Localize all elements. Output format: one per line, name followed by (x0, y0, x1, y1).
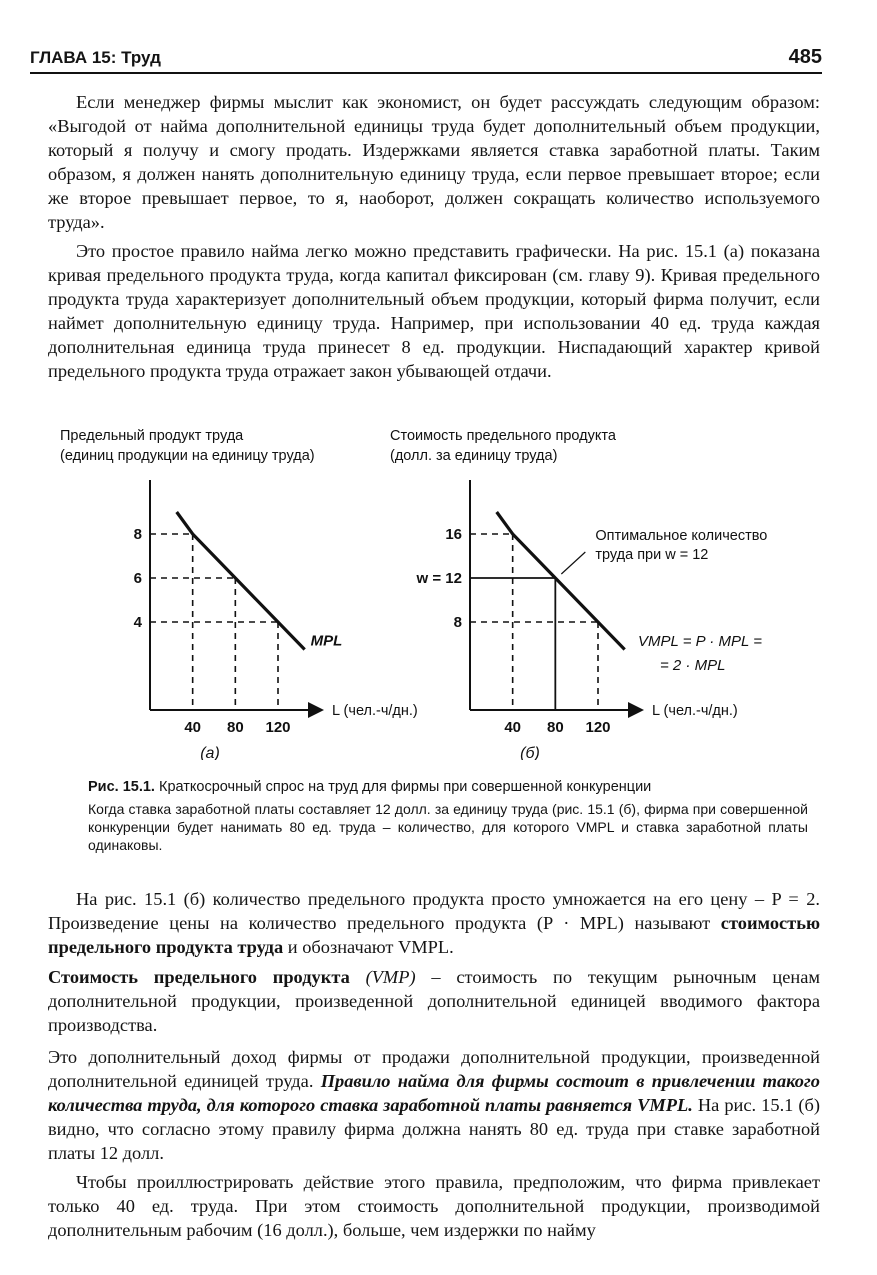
panel-2-x-tick-40: 40 (504, 719, 522, 736)
definition-text: – стоимость по текущим рыночным ценам дополнительной продукции, произведенной дополнительной единицей вводимого фактора производства. (48, 967, 821, 1035)
figure-svg (30, 420, 830, 760)
page-number: 485 (788, 46, 822, 68)
paragraph-3-part-a: На рис. 15.1 (б) количество предельного продукта просто умножается на его цену – P = 2. Произведение цены на количество предельного продукта (P · MPL) называют (48, 889, 820, 933)
panel-1-y-tick-8: 8 (133, 526, 142, 543)
panel-1-x-tick-40: 40 (184, 719, 202, 736)
panel-2-annotation-4: = 2 · MPL (660, 657, 726, 674)
paragraph-1: Если менеджер фирмы мыслит как экономист, он будет рассуждать следующим образом: «Выгодой от найма дополнительной единицы труда будет дополнительный объем продукции, который я получу и смогу продать. Издержками является ставка заработной платы. Таким образом, я должен нанять дополнительную единицу труда, если первое превышает второе; если же второе превышает первое, то я, наоборот, должен сокращать количество используемого труда». (48, 92, 820, 232)
caption-title: Краткосрочный спрос на труд для фирмы при совершенной конкуренции (159, 779, 652, 795)
panel-2-x-tick-80: 80 (546, 719, 564, 736)
panel-2-optimum-leader (561, 552, 585, 574)
panel-2-y-tick-12: w = 12 (416, 570, 462, 587)
panel-1-x-tick-120: 120 (265, 719, 291, 736)
panel-1-y-axis-label-1: Предельный продукт труда (60, 428, 244, 444)
panel-2-y-tick-16: 16 (445, 526, 462, 543)
text-block-bottom (48, 887, 820, 1247)
panel-1-x-axis-label: L (чел.-ч/дн.) (332, 703, 418, 719)
definition-abbr: (VMP) (349, 967, 416, 987)
paragraph-3-part-b: и обозначают VMPL. (283, 937, 454, 957)
panel-2-x-tick-120: 120 (585, 719, 611, 736)
panel-1-y-tick-6: 6 (133, 570, 142, 587)
panel-2-annotation-3: VMPL = P · MPL = (638, 633, 762, 650)
panel-1-panel-label: (а) (200, 745, 220, 760)
hiring-rule: Правило найма для фирмы состоит в привлечении такого количества труда, для которого ставка заработной платы равняется VMPL. (48, 1071, 820, 1115)
running-header (30, 46, 822, 74)
panel-1-series-line (177, 512, 305, 650)
panel-1-x-tick-80: 80 (226, 719, 244, 736)
panel-2-y-axis-label-2: (долл. за единицу труда) (390, 448, 558, 464)
definition-term: Стоимость предельного продукта (48, 967, 350, 987)
paragraph-5: Чтобы проиллюстрировать действие этого правила, предположим, что фирма привлекает только 40 ед. труда. При этом стоимость дополнительной продукции, производимой дополнительным рабочим (16 долл.), больше, чем издержки по найму (48, 1172, 820, 1240)
caption-text: Когда ставка заработной платы составляет 12 долл. за единицу труда (рис. 15.1 (б), фирма при совершенной конкуренции будет нанимать 80 ед. труда – количество, для которого VMPL и ставка заработной платы одинаковы. (88, 801, 808, 853)
paragraph-2: Это простое правило найма легко можно представить графически. На рис. 15.1 (а) показана кривая предельного продукта труда, когда капитал фиксирован (см. главу 9). Кривая предельного продукта труда характеризует дополнительный объем продукции, который фирма получит, если наймет дополнительную единицу труда. Например, при использовании 40 ед. труда каждая дополнительная единица труда принесет 8 ед. продукции. Ниспадающий характер кривой предельного продукта труда отражает закон убывающей отдачи. (48, 241, 820, 381)
paragraph-4-part-a: Это дополнительный доход фирмы от продажи дополнительной продукции, произведенной дополнительной единицей труда. (48, 1047, 820, 1091)
chapter-title: ГЛАВА 15: Труд (30, 48, 161, 67)
caption-label: Рис. 15.1. (88, 779, 155, 795)
panel-2-y-tick-8: 8 (453, 614, 462, 631)
panel-2-annotation-1: Оптимальное количество (595, 528, 768, 544)
paragraph-4-part-b: На рис. 15.1 (б) видно, что согласно этому правилу фирма должна нанять 80 ед. труда при ставке заработной платы 12 долл. (48, 1095, 820, 1163)
text-block-top (48, 90, 820, 388)
panel-1-y-tick-4: 4 (133, 614, 142, 631)
panel-1-series-label: MPL (310, 632, 343, 650)
term-vmpl: стоимостью предельного продукта труда (48, 913, 820, 957)
panel-2-x-axis-label: L (чел.-ч/дн.) (652, 703, 738, 719)
panel-2-panel-label: (б) (520, 745, 540, 760)
paragraph-3 (48, 887, 820, 959)
panel-2-annotation-2: труда при w = 12 (595, 547, 709, 563)
definition-block (48, 965, 820, 1037)
figure-15-1 (30, 420, 830, 760)
panel-2-y-axis-label-1: Стоимость предельного продукта (390, 428, 616, 444)
figure-caption (88, 778, 808, 854)
panel-1-y-axis-label-2: (единиц продукции на единицу труда) (60, 448, 315, 464)
caption-title-line (88, 778, 808, 796)
paragraph-4 (48, 1045, 820, 1165)
